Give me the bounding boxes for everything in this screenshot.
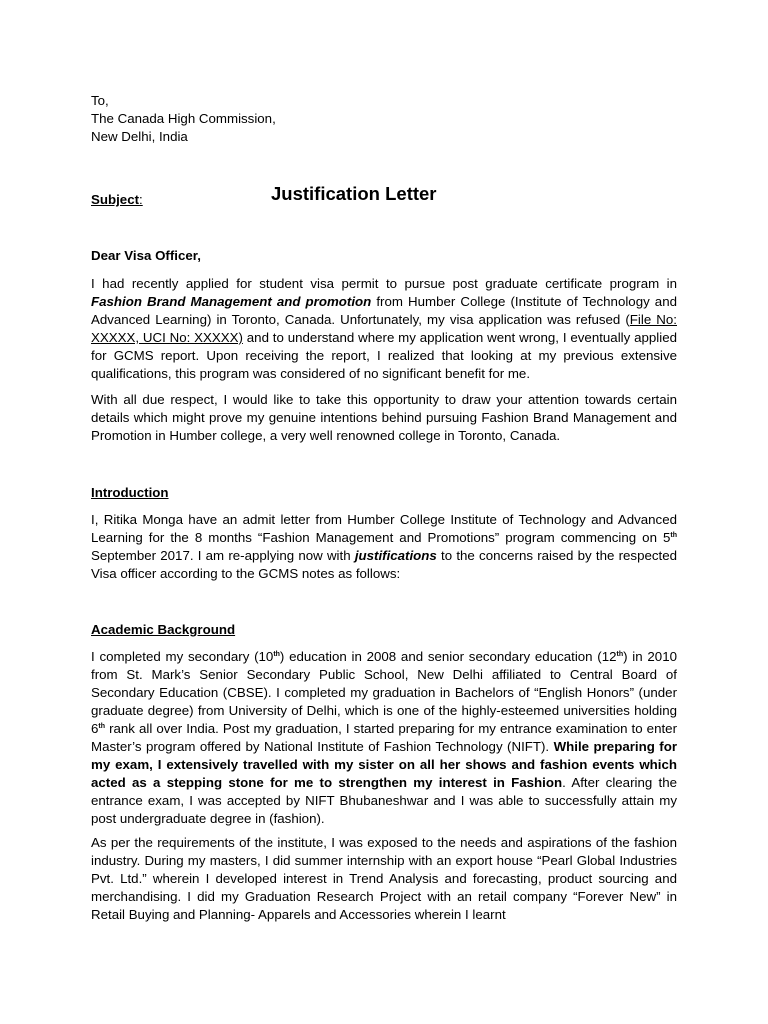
intro-text-2: September 2017. I am re-applying now with bbox=[91, 548, 355, 563]
para1-text-1: I had recently applied for student visa permit to pursue post graduate certificate program in bbox=[91, 276, 677, 291]
academic-text-4: rank all over India. Post my graduation, I started preparing for my entrance examination to enter Master’s program offered by National Institute of Fashion Technology (NIFT). bbox=[91, 721, 677, 754]
para1-text-3: and to understand where my application went wrong, I eventually applied for GCMS report. Upon receiving the report, I realized that looking at my previous extensive qualifications, this program was considered of no significant benefit for me. bbox=[91, 330, 677, 381]
recipient-address bbox=[91, 92, 677, 146]
intro-emphasis: justifications bbox=[354, 548, 437, 563]
academic-text-3: ) in 2010 from St. Mark’s Senior Secondary Public School, New Delhi affiliated to Central Board of Secondary Education (CBSE). I completed my graduation in Bachelors of “English Honors” (under graduate degree) from University of Delhi, which is one of the highly-esteemed universities holding 6 bbox=[91, 649, 677, 736]
intro-text-1: I, Ritika Monga have an admit letter from Humber College Institute of Technology and Advanced Learning for the 8 months “Fashion Management and Promotions” program commencing on 5 bbox=[91, 512, 677, 545]
address-to: To, bbox=[91, 93, 109, 108]
para1-text-2: from Humber College (Institute of Technology and Advanced Learning) in Toronto, Canada. Unfortunately, my visa application was refused ( bbox=[91, 294, 677, 327]
address-line-1: The Canada High Commission, bbox=[91, 111, 276, 126]
academic-text-5: . After clearing the entrance exam, I was accepted by NIFT Bhubaneshwar and I was able to successfully attain my post undergraduate degree in (fashion). bbox=[91, 775, 677, 826]
academic-sup-3: th bbox=[98, 723, 106, 730]
address-line-2: New Delhi, India bbox=[91, 129, 188, 144]
paragraph-visa-refusal bbox=[91, 275, 677, 383]
academic-sup-1: th bbox=[273, 651, 280, 658]
academic-sup-2: th bbox=[616, 651, 624, 658]
academic-heading: Academic Background bbox=[91, 622, 236, 637]
subject-label bbox=[91, 191, 143, 209]
program-name: Fashion Brand Management and promotion bbox=[91, 294, 372, 309]
paragraph-academic-2: As per the requirements of the institute, I was exposed to the needs and aspirations of the fashion industry. During my masters, I did summer internship with an export house “Pearl Global Industries Pvt. Ltd.” wherein I developed interest in Trend Analysis and forecasting, product sourcing and merchandising. I did my Graduation Research Project with an retail company “Forever New” in Retail Buying and Planning- Apparels and Accessories wherein I learnt bbox=[91, 835, 677, 922]
paragraph-academic-1 bbox=[91, 648, 677, 828]
intro-superscript: th bbox=[670, 532, 677, 539]
salutation: Dear Visa Officer, bbox=[91, 248, 201, 263]
academic-text-2: ) education in 2008 and senior secondary education (12 bbox=[279, 649, 617, 664]
subject-label-text: Subject bbox=[91, 192, 140, 207]
letter-title: Justification Letter bbox=[271, 183, 437, 204]
subject-colon: : bbox=[139, 192, 143, 207]
academic-text-1: I completed my secondary (10 bbox=[91, 649, 274, 664]
intro-text-3: to the concerns raised by the respected Visa officer according to the GCMS notes as follows: bbox=[91, 548, 677, 581]
file-reference: File No: XXXXX, UCI No: XXXXX) bbox=[91, 312, 677, 345]
paragraph-intentions: With all due respect, I would like to take this opportunity to draw your attention towards certain details which might prove my genuine intentions behind pursuing Fashion Brand Management and Promotion in Humber college, a very well renowned college in Toronto, Canada. bbox=[91, 392, 677, 443]
introduction-heading: Introduction bbox=[91, 485, 169, 500]
paragraph-introduction bbox=[91, 511, 677, 583]
academic-bold-text: While preparing for my exam, I extensively travelled with my sister on all her shows and fashion events which acted as a stepping stone for me to strengthen my interest in Fashion bbox=[91, 739, 677, 790]
